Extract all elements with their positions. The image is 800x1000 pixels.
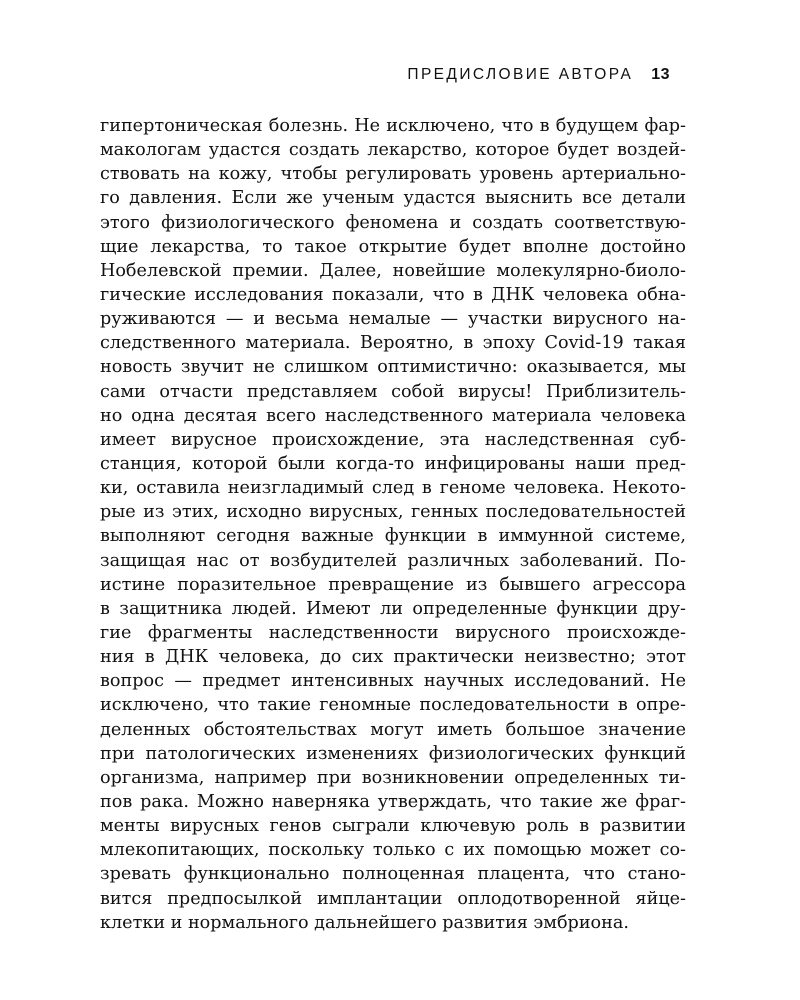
text-line: ки, оставила неизгладимый след в геноме человека. Некото- bbox=[100, 478, 686, 499]
text-line: ствовать на кожу, чтобы регулировать уровень артериально- bbox=[100, 164, 686, 185]
text-line: деленных обстоятельствах могут иметь большое значение bbox=[100, 719, 686, 740]
running-title: ПРЕДИСЛОВИЕ АВТОРА bbox=[407, 66, 634, 83]
text-line: рые из этих, исходно вирусных, генных последовательностей bbox=[100, 502, 686, 523]
page-number: 13 bbox=[651, 66, 670, 83]
text-line: новость звучит не слишком оптимистично: оказывается, мы bbox=[100, 357, 686, 378]
text-line: вится предпосылкой имплантации оплодотворенной яйце- bbox=[100, 888, 686, 909]
text-line: этого физиологического феномена и создать соответствую- bbox=[100, 212, 686, 233]
text-line: Нобелевской премии. Далее, новейшие молекулярно-биоло- bbox=[100, 260, 686, 281]
text-line: при патологических изменениях физиологических функций bbox=[100, 743, 686, 764]
text-line: вопрос — предмет интенсивных научных исследований. Не bbox=[100, 671, 686, 692]
text-line: в защитника людей. Имеют ли определенные функции дру- bbox=[100, 598, 686, 619]
text-line: исключено, что такие геномные последовательности в опре- bbox=[100, 695, 686, 716]
text-line: но одна десятая всего наследственного материала человека bbox=[100, 405, 686, 426]
text-line: щие лекарства, то такое открытие будет вполне достойно bbox=[100, 236, 686, 257]
running-head bbox=[407, 66, 670, 84]
text-line: гические исследования показали, что в ДНК человека обна- bbox=[100, 284, 686, 305]
text-line: пов рака. Можно наверняка утверждать, что такие же фраг- bbox=[100, 791, 686, 812]
text-line: млекопитающих, поскольку только с их помощью может со- bbox=[100, 840, 686, 861]
text-line: менты вирусных генов сыграли ключевую роль в развитии bbox=[100, 816, 686, 837]
text-line: выполняют сегодня важные функции в иммунной системе, bbox=[100, 526, 686, 547]
text-line: руживаются — и весьма немалые — участки вирусного на- bbox=[100, 309, 686, 330]
text-line: истине поразительное превращение из бывшего агрессора bbox=[100, 574, 686, 595]
text-line: макологам удастся создать лекарство, которое будет воздей- bbox=[100, 140, 686, 161]
text-line: организма, например при возникновении определенных ти- bbox=[100, 767, 686, 788]
text-line: следственного материала. Вероятно, в эпоху Covid-19 такая bbox=[100, 333, 686, 354]
text-line: гипертоническая болезнь. Не исключено, что в будущем фар- bbox=[100, 116, 686, 136]
text-line: сами отчасти представляем собой вирусы! Приблизитель- bbox=[100, 381, 686, 402]
text-line-last: клетки и нормального дальнейшего развития эмбриона. bbox=[100, 912, 629, 933]
text-line: го давления. Если же ученым удастся выяснить все детали bbox=[100, 188, 686, 209]
text-line: имеет вирусное происхождение, эта наследственная суб- bbox=[100, 429, 686, 450]
text-line: гие фрагменты наследственности вирусного происхожде- bbox=[100, 622, 686, 643]
body-paragraph bbox=[100, 114, 686, 935]
text-line: зревать функционально полноценная плацента, что стано- bbox=[100, 864, 686, 885]
text-line: защищая нас от возбудителей различных заболеваний. По- bbox=[100, 550, 686, 571]
text-line: станция, которой были когда-то инфицированы наши пред- bbox=[100, 453, 686, 474]
text-line: ния в ДНК человека, до сих практически неизвестно; этот bbox=[100, 647, 686, 668]
